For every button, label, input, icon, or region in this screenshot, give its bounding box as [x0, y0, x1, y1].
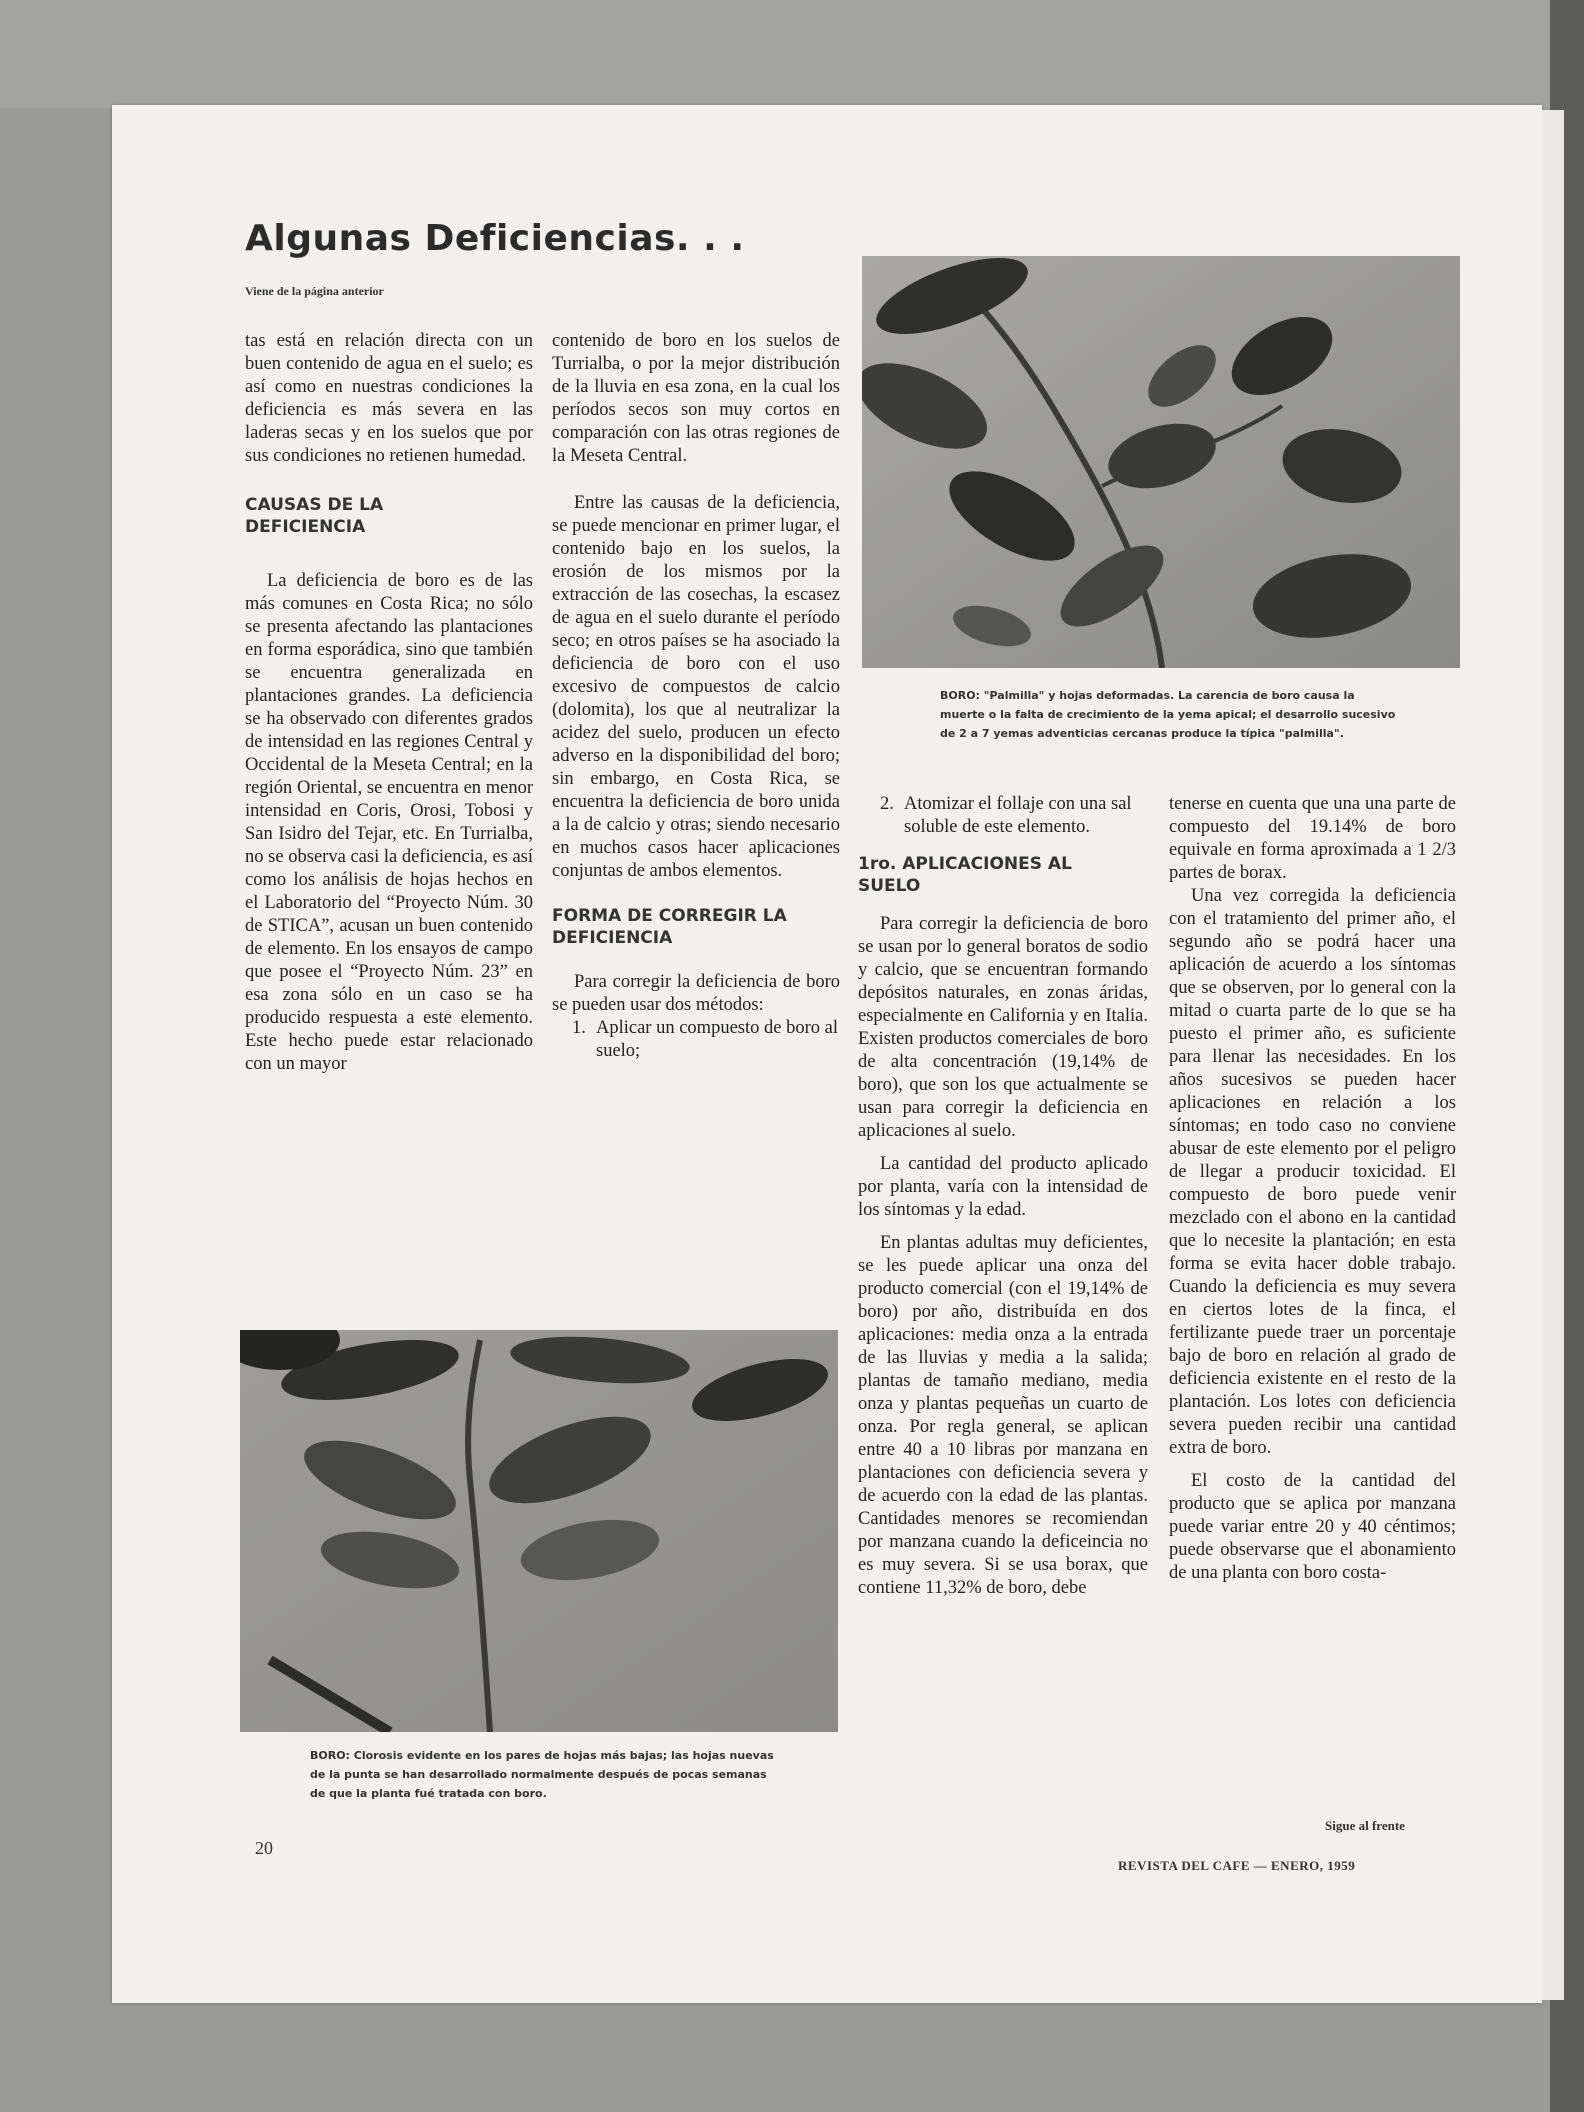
- list-number: 1.: [572, 1018, 586, 1038]
- leaves-photo-graphic: [240, 1330, 838, 1732]
- page-number: 20: [255, 1838, 273, 1858]
- paragraph: contenido de boro en los suelos de Turrialba, o por la mejor distribución de la lluvia en esa zona, en la cual los períodos secos son muy cortos en comparación con las otras regiones de la Meseta Central.: [552, 331, 840, 466]
- paragraph: tenerse en cuenta que una una parte de compuesto del 19.14% de boro equivale en forma aproximada a 1 2/3 partes de borax.: [1169, 794, 1456, 883]
- list-number: 2.: [880, 794, 894, 814]
- section-heading-aplicaciones: 1ro. APLICACIONES AL SUELO: [858, 854, 1072, 896]
- column-4: [1169, 793, 1456, 1585]
- photo-palmilla: [862, 256, 1460, 668]
- continued-note: Sigue al frente: [1325, 1818, 1405, 1833]
- scan-background-top: [0, 0, 1584, 108]
- leaves-photo-graphic: [862, 256, 1460, 668]
- paragraph: La cantidad del producto aplicado por planta, varía con la intensidad de los síntomas y la edad.: [858, 1154, 1148, 1220]
- paragraph: tas está en relación directa con un buen contenido de agua en el suelo; es así como en nuestras condiciones la deficiencia es más severa en las laderas secas y en los suelos que por sus condiciones no retienen humedad.: [245, 331, 533, 466]
- photo-top-caption: BORO: "Palmilla" y hojas deformadas. La carencia de boro causa la muerte o la falta de crecimiento de la yema apical; el desarrollo sucesivo de 2 a 7 yemas adventicias cercanas produce la típica "palmilla".: [940, 689, 1396, 740]
- paragraph: En plantas adultas muy deficientes, se les puede aplicar una onza del producto comercial (con el 19,14% de boro) por año, distribuída en dos aplicaciones: media onza a la entrada de las lluvias y media a la salida; plantas de tamaño mediano, media onza y plantas pequeñas un cuarto de onza. Por regla general, se aplican entre 40 a 10 libras por manzana en plantaciones con deficiencia severa y de acuerdo con la edad de las plantas. Cantidades menores se recomiendan por manzana cuando la deficeincia no es muy severa. Si se usa borax, que contiene 11,32% de boro, debe: [858, 1233, 1148, 1598]
- methods-list-continued: [880, 793, 1148, 839]
- article-title: Algunas Deficiencias. . .: [245, 218, 745, 259]
- section-heading-forma: FORMA DE CORREGIR LA DEFICIENCIA: [552, 906, 787, 948]
- paragraph: Una vez corregida la deficiencia con el tratamiento del primer año, el segundo año se podrá hacer una aplicación de acuerdo a los síntomas que se observen, por lo general con la mitad o cuarta parte de lo que se ha puesto el primer año, es suficiente para llenar las necesidades. En los años sucesivos se pueden hacer aplicaciones en relación a los síntomas; en todo caso no conviene abusar de este elemento por el peligro de llegar a producir toxicidad. El compuesto de boro puede venir mezclado con el abono en la cantidad que lo necesite la plantación; en esta forma se evita hacer doble trabajo. Cuando la deficiencia es muy severa en ciertos lotes de la finca, el fertilizante puede traer un porcentaje bajo de boro en relación al grado de deficiencia existente en el resto de la plantación. Los lotes con deficiencia severa pueden recibir una cantidad extra de boro.: [1169, 886, 1456, 1458]
- paragraph: La deficiencia de boro es de las más comunes en Costa Rica; no sólo se presenta afectando las plantaciones en forma esporádica, sino que también se encuentra generalizada en plantaciones grandes. La deficiencia se ha observado con diferentes grados de intensidad en las regiones Central y Occidental de la Meseta Central; en la región Oriental, se encuentra en menor intensidad en Coris, Orosi, Tobosi y San Isidro del Tejar, etc. En Turrialba, no se observa casi la deficiencia, es así como los análisis de hojas hechos en el Laboratorio del “Proyecto Núm. 30 de STICA”, acusan un buen contenido de elemento. En los ensayos de campo que posee el “Proyecto Núm. 23” en esa zona sólo en un caso se ha producido respuesta a este elemento. Este hecho puede estar relacionado con un mayor: [245, 571, 533, 1074]
- next-page-edge: [1542, 110, 1564, 2000]
- column-2: [552, 330, 840, 1063]
- photo-bottom-caption: BORO: Clorosis evidente en los pares de hojas más bajas; las hojas nuevas de la punta se han desarrollado normalmente después de pocas semanas de que la planta fué tratada con boro.: [310, 1749, 774, 1800]
- section-heading-causas: CAUSAS DE LA DEFICIENCIA: [245, 495, 384, 537]
- paragraph: Entre las causas de la deficiencia, se puede mencionar en primer lugar, el contenido bajo en los suelos, la erosión de los mismos por la extracción de las cosechas, la escasez de agua en el suelo durante el período seco; en otros países se ha asociado la deficiencia de boro con el uso excesivo de compuestos de calcio (dolomita), los que al neutralizar la acidez del suelo, producen un efecto adverso en la disponibilidad del boro; sin embargo, en Costa Rica, se encuentra la deficiencia de boro unida a la de calcio y otras; siendo necesario en muchos casos hacer aplicaciones conjuntas de ambos elementos.: [552, 493, 840, 881]
- list-item: [880, 793, 1148, 839]
- paragraph: Para corregir la deficiencia de boro se usan por lo general boratos de sodio y calcio, que se encuentran formando depósitos naturales, en zonas áridas, especialmente en California y en Italia. Existen productos comerciales de boro de alta concentración (19,14% de boro), que son los que actualmente se usan para corregir la deficiencia en aplicaciones al suelo.: [858, 914, 1148, 1141]
- paragraph: El costo de la cantidad del producto que se aplica por manzana puede variar entre 20 y 40 céntimos; puede observarse que el abonamiento de una planta con boro costa-: [1169, 1471, 1456, 1583]
- column-1: [245, 330, 533, 1076]
- list-item: [572, 1017, 840, 1063]
- list-text: Aplicar un compuesto de boro al suelo;: [596, 1018, 838, 1061]
- list-text: Atomizar el follaje con una sal soluble de este elemento.: [904, 794, 1132, 837]
- paragraph: Para corregir la deficiencia de boro se pueden usar dos métodos:: [552, 972, 840, 1015]
- continued-from-note: Viene de la página anterior: [245, 284, 384, 298]
- methods-list: [572, 1017, 840, 1063]
- publication-footer: REVISTA DEL CAFE — ENERO, 1959: [1118, 1858, 1356, 1873]
- column-3: [858, 793, 1148, 1600]
- photo-clorosis: [240, 1330, 838, 1732]
